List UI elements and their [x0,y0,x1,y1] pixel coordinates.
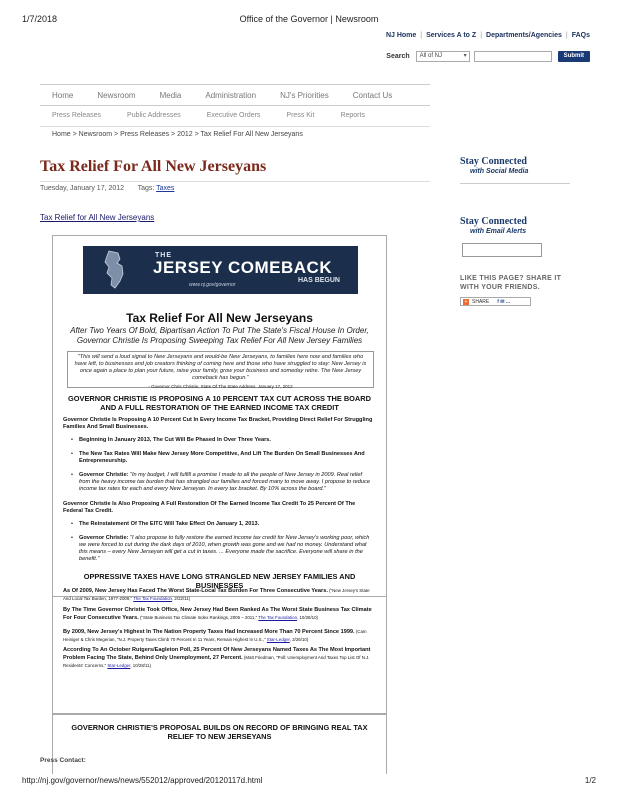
bullet-icon: • [71,437,73,443]
bullet-quote: "I also propose to fully restore the earned income tax credit for New Jersey's working poor, which we were forced to cut during the dark days of 2010, when growth was gone and we had no money. Understand what this means – every New Jerseyan will get a cut in taxes. ... Everyone made the sacrifice. Everyone will share in the benefit." [79,535,370,562]
divider [40,181,430,182]
search-input[interactable] [474,51,552,62]
bullet-label: Governor Christie: [79,535,129,541]
nav-administration[interactable]: Administration [205,90,257,100]
email-alerts-block[interactable] [460,216,590,235]
email-subtitle: with Email Alerts [470,228,527,235]
tags-label: Tags: [137,185,155,192]
source-link[interactable]: The Tax Foundation [133,596,172,601]
print-date: 1/7/2018 [22,14,58,24]
social-media-block[interactable] [460,156,590,175]
subnav-executive-orders[interactable]: Executive Orders [206,112,261,119]
nav-home[interactable]: Home [52,90,74,100]
release-paragraph: Governor Christie Is Also Proposing A Full Restoration Of The Earned Income Tax Credit To 25 Percent Of The Federal Tax Credit. [63,501,356,514]
tag-link[interactable]: Taxes [156,185,175,192]
bullet-item [71,451,372,465]
print-page-number: 1/2 [584,776,596,785]
nav-media[interactable]: Media [159,90,182,100]
release-paragraph: Governor Christie Is Proposing A 10 Percent Cut In Every Income Tax Bracket, Providing Direct Relief For Struggling Families And Small Businesses. [63,417,373,430]
source-link[interactable]: Star-Ledger [266,637,290,642]
article-meta [40,185,174,192]
subnav-reports[interactable]: Reports [340,112,365,119]
bullet-item [71,535,372,563]
share-prompt: LIKE THIS PAGE? SHARE IT WITH YOUR FRIENDS. [460,275,562,291]
sub-nav [52,112,391,119]
email-title: Stay Connected [460,216,527,227]
social-subtitle: with Social Media [470,168,529,175]
nav-priorities[interactable]: NJ's Priorities [280,90,329,100]
bullet-text: Beginning In January 2013, The Cut Will Be Phased In Over Three Years. [79,437,271,443]
toplink-services[interactable]: Services A to Z [426,32,477,39]
bullet-label: Governor Christie: [79,472,129,478]
article-date: Tuesday, January 17, 2012 [40,185,125,192]
nav-contact[interactable]: Contact Us [352,90,393,100]
chevron-down-icon: ▾ [463,52,467,59]
print-footer [22,776,596,788]
breadcrumb[interactable]: Home > Newsroom > Press Releases > 2012 > Tax Relief For All New Jerseyans [52,131,303,138]
quote-attribution: - Governor Chris Christie, State Of The State Address, January 17, 2012 [148,384,293,389]
print-title: Office of the Governor | Newsroom [239,14,379,24]
subnav-public-addresses[interactable]: Public Addresses [127,112,181,119]
page-title: Tax Relief For All New Jerseyans [40,158,267,175]
share-plus-icon: + [464,298,468,305]
bullet-quote: "In my budget, I will fulfill a promise I made to all the people of New Jersey in 2009. Real relief from the heavy income tax burden that has strangled our families and forced many to move away. I propose to reduce income tax rates for each and every New Jerseyan. In every tax bracket. By 10% across the board." [79,472,370,492]
press-contact-label: Press Contact: [40,757,86,764]
toplink-faqs[interactable]: FAQs [571,32,590,39]
search-label: Search [386,52,410,60]
print-url: http://nj.gov/governor/news/news/552012/approved/20120117d.html [22,776,263,785]
bullet-icon: • [71,535,73,541]
divider [460,183,570,184]
share-button[interactable] [460,297,531,306]
press-release-document-continued [52,588,387,714]
release-subtitle: After Two Years Of Bold, Bipartisan Action To Put The State's Fiscal House In Order, Governor Christie Is Proposing Sweeping Tax Relief For All New Jersey Families [70,326,369,345]
bullet-text: The New Tax Rates Will Make New Jersey More Competitive, And Lift The Burden On Small Businesses And Entrepreneurship. [79,451,365,464]
divider [40,126,430,127]
release-paragraph: According To An October Rutgers/Eagleton Poll, 25 Percent Of New Jerseyans Named Taxes As The Most Important Problem Facing The State, Behind Only Unemployment, 27 Percent. (Matt Friedman, "Poll: Unemployment And Taxes Top List Of N.J. Residents' Concerns," Star-Ledger, 10/28/11) [63,647,371,668]
quote-box [67,351,374,388]
email-alert-input[interactable] [462,243,542,257]
release-paragraph: By The Time Governor Christie Took Office, New Jersey Had Been Ranked As The Worst State Business Tax Climate For Four Consecutive Years. ("State Business Tax Climate Index Rankings, 2006 – 2011," The Tax Foundation, 10/28/10) [63,607,372,621]
search-scope-select[interactable] [416,51,470,62]
search-submit-button[interactable]: Submit [558,51,590,62]
banner-the: THE [155,252,172,259]
press-release-document [52,235,387,597]
article-pdf-link[interactable]: Tax Relief for All New Jerseyans [40,213,155,222]
bullet-item [71,437,372,444]
search-scope-value: All of NJ [419,52,442,59]
banner-main-text: JERSEY COMEBACK [153,258,333,277]
share-label: SHARE [472,298,490,305]
source-link[interactable]: Star-Ledger [107,663,131,668]
nav-newsroom[interactable]: Newsroom [97,90,136,100]
bullet-item [71,521,372,528]
release-title: Tax Relief For All New Jerseyans [126,311,313,325]
source-link[interactable]: The Tax Foundation [258,615,298,620]
section-heading: GOVERNOR CHRISTIE'S PROPOSAL BUILDS ON RECORD OF BRINGING REAL TAX RELIEF TO NEW JERSEYANS [71,723,368,741]
section-heading: OPPRESSIVE TAXES HAVE LONG STRANGLED NEW JERSEY FAMILIES AND BUSINESSES [83,572,356,590]
press-release-document-page-2 [52,714,387,774]
bullet-icon: • [71,451,73,457]
section-heading: GOVERNOR CHRISTIE IS PROPOSING A 10 PERCENT TAX CUT ACROSS THE BOARD AND A FULL RESTORATION OF THE EARNED INCOME TAX CREDIT [68,394,371,412]
toplink-nj-home[interactable]: NJ Home [385,32,417,39]
release-paragraph: As Of 2009, New Jersey Has Faced The Worst State-Local Tax Burden For Three Consecutive Years. ("New Jersey's State And Local Tax Burden, 1977-2009," The Tax Foundation, 2/22/11) [63,588,370,601]
toplink-departments[interactable]: Departments/Agencies [486,32,562,39]
print-header [22,14,596,26]
banner-sub-text: HAS BEGUN [297,277,340,284]
subnav-press-kit[interactable]: Press Kit [286,112,315,119]
bullet-icon: • [71,521,73,527]
quote-text: "This will send a loud signal to New Jerseyans and would-be New Jerseyans, to families here now and families who have left, to businesses and job creators thinking of coming here and those who have struggled to stay: New Jersey is once again a place to plan your future, raise your family, grow your business and someday retire. The New Jersey comeback has begun." [74,354,367,381]
banner-url: www.nj.gov/governor [189,282,236,288]
main-nav [40,84,430,106]
bullet-text: The Reinstatement Of The EITC Will Take Effect On January 1, 2013. [79,521,260,527]
new-jersey-map-icon [101,250,127,290]
social-share-icons: f ✉ ... [497,298,511,305]
search-bar [386,50,590,62]
social-title: Stay Connected [460,156,527,167]
jersey-comeback-banner [83,246,358,294]
top-links: NJ Home | Services A to Z | Departments/Agencies | FAQs [385,32,590,39]
bullet-icon: • [71,472,73,478]
bullet-item [71,472,372,493]
subnav-press-releases[interactable]: Press Releases [52,112,102,119]
release-paragraph: By 2009, New Jersey's Highest In The Nation Property Taxes Had Increased More Than 70 Percent Since 1999. (Cam Heiniger & Chris Megerian, "N.J. Property Taxes Climb 70 Percent In 11 Years, Remain Highest In U.S.," Star-Ledger, 2/26/10) [63,629,367,642]
